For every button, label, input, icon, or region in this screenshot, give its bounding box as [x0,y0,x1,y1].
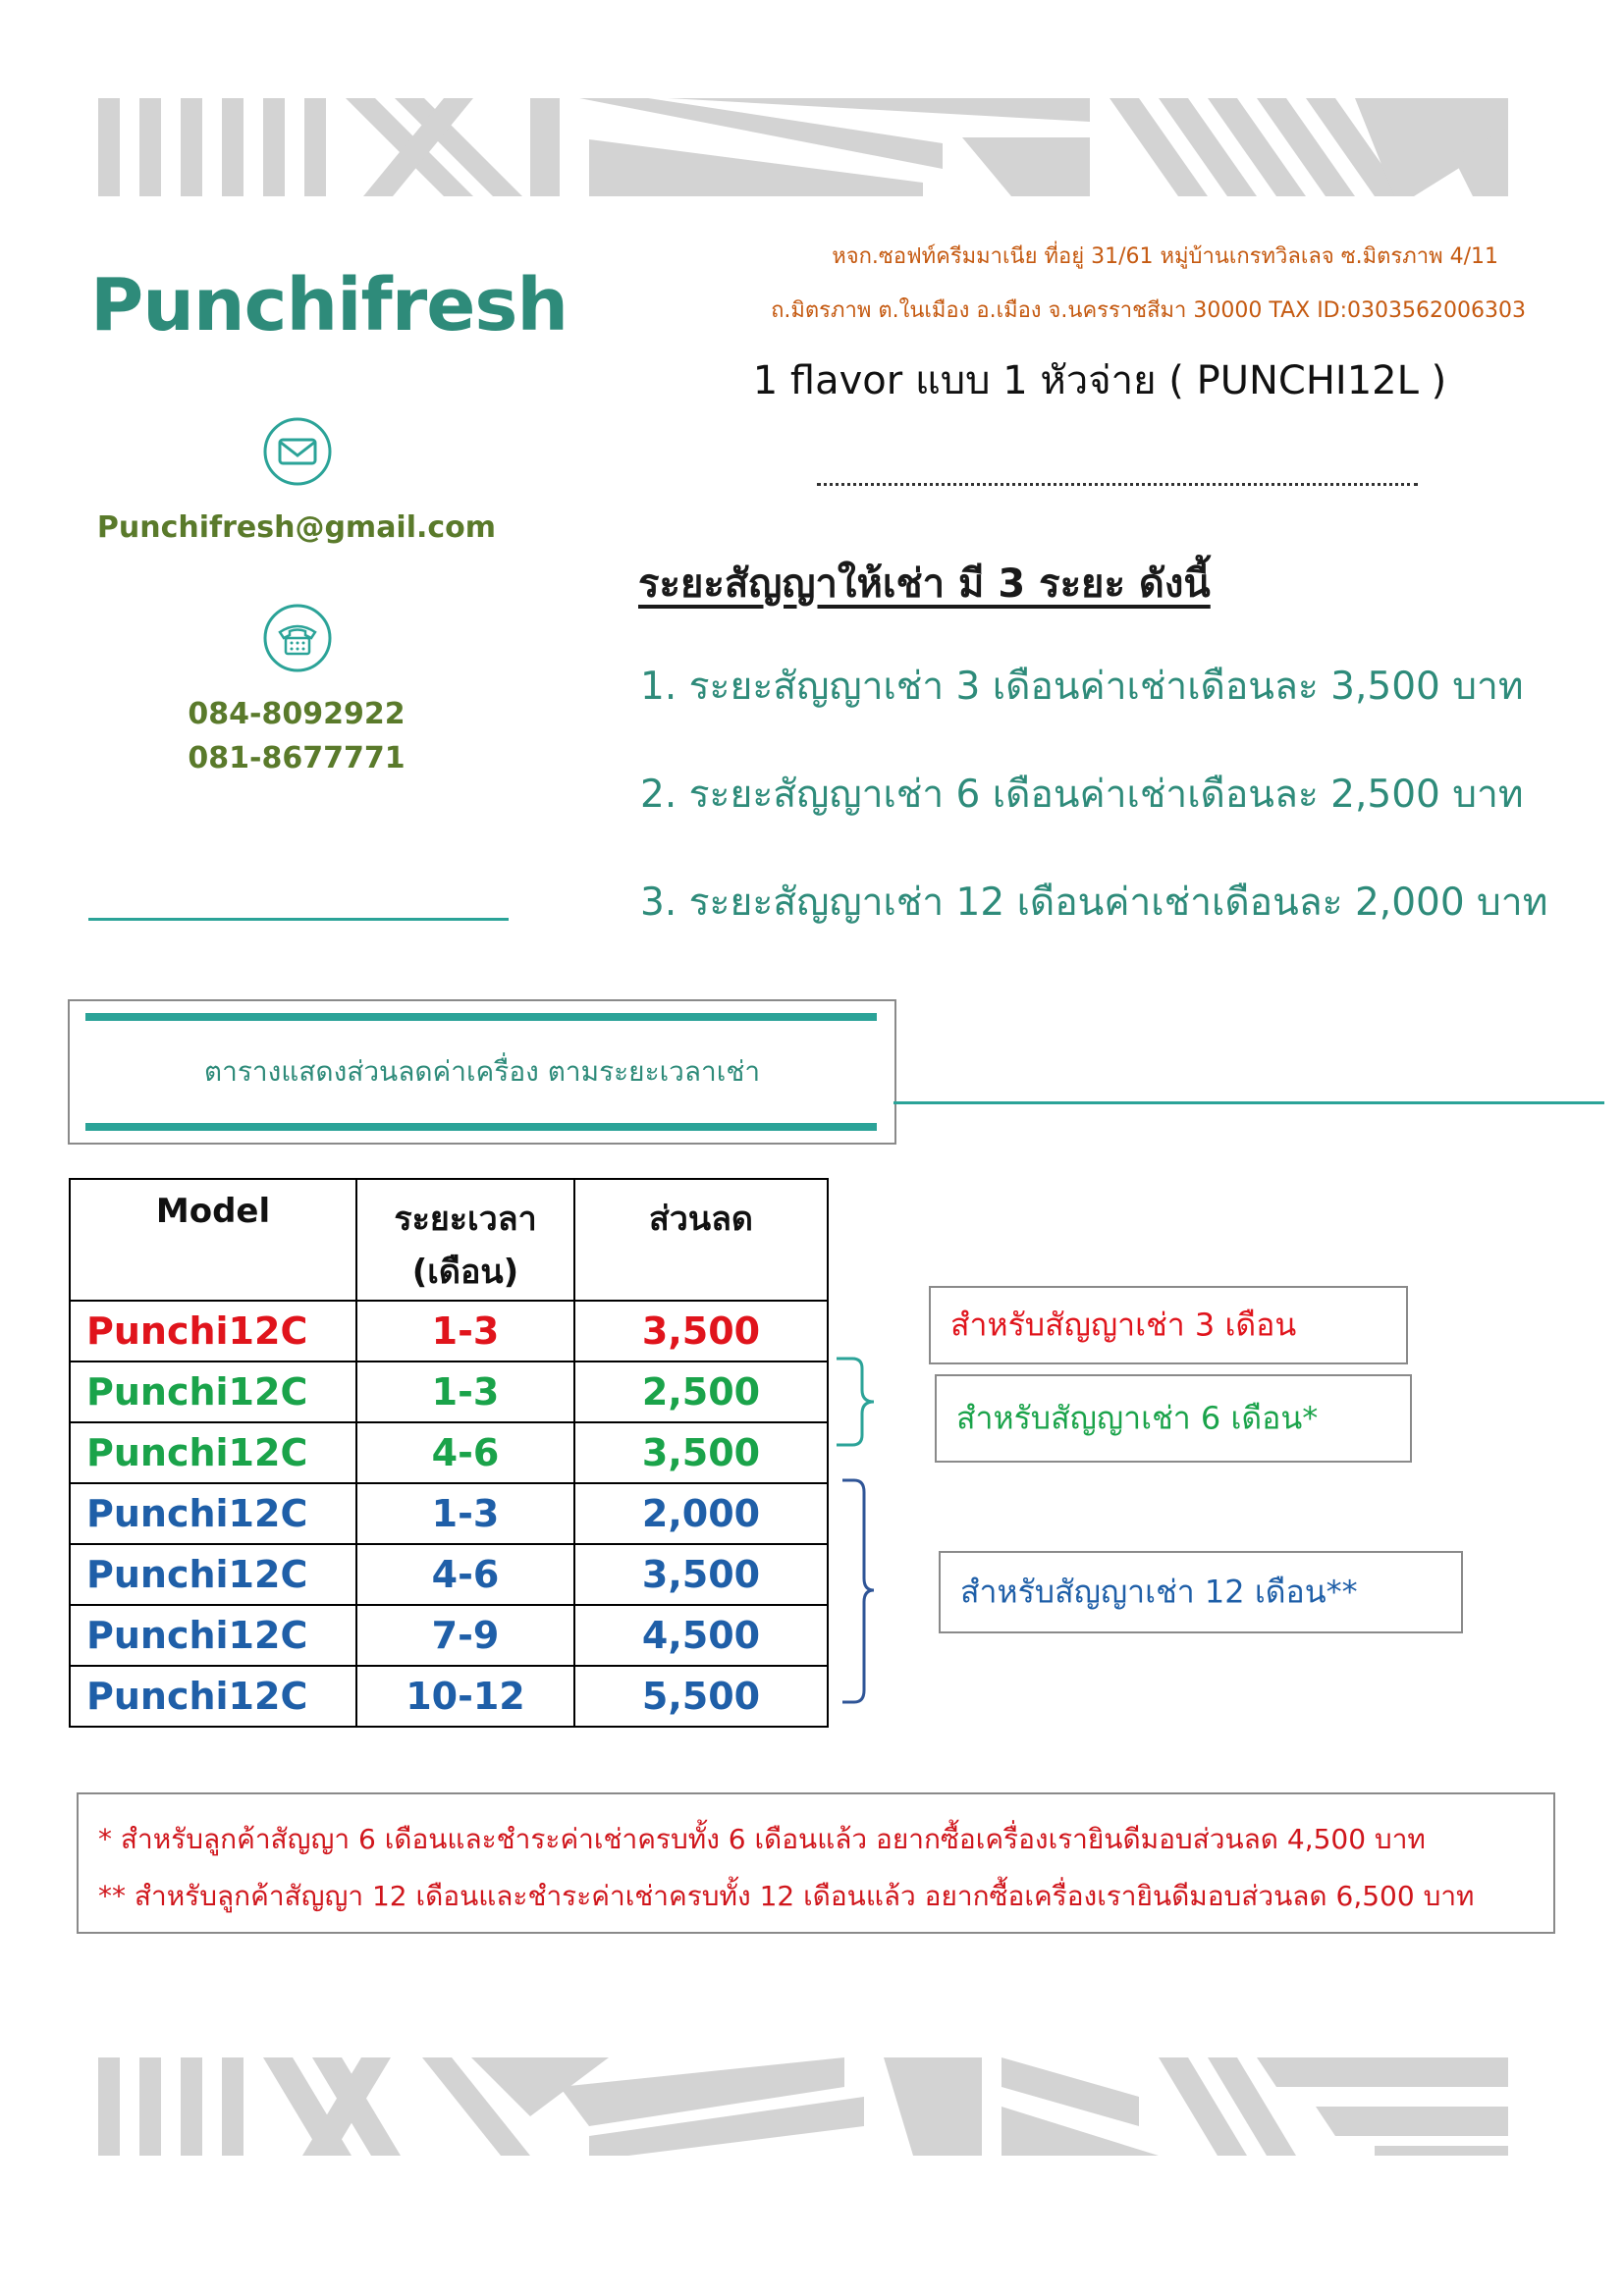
table-row [70,1422,828,1483]
cell-discount: 5,500 [574,1666,828,1727]
cell-discount: 4,500 [574,1605,828,1666]
cell-model: Punchi12C [70,1605,356,1666]
footnote-2: ** สำหรับลูกค้าสัญญา 12 เดือนและชำระค่าเช่าครบทั้ง 12 เดือนแล้ว อยากซื้อเครื่องเรายินดีมอบส่วนลด 6,500 บาท [98,1880,1475,1912]
six-month-label-box [935,1374,1412,1463]
table-caption: ตารางแสดงส่วนลดค่าเครื่อง ตามระยะเวลาเช่า [203,1055,761,1088]
term-item-2: 2. ระยะสัญญาเช่า 6 เดือนค่าเช่าเดือนละ 2,500 บาท [640,773,1524,817]
contact-email[interactable]: Punchifresh@gmail.com [96,510,497,545]
group-braces [835,1355,893,1728]
brand-name: Punchifresh [90,263,568,347]
cell-model: Punchi12C [70,1301,356,1362]
cell-period: 1-3 [356,1301,574,1362]
left-divider [88,918,509,921]
caption-right-rule [893,1101,1604,1104]
cell-discount: 2,500 [574,1362,828,1422]
discount-table [69,1178,829,1728]
table-header-row [70,1179,828,1301]
cell-period: 10-12 [356,1666,574,1727]
caption-bar-top [85,1013,877,1021]
cell-period: 4-6 [356,1544,574,1605]
three-month-label-box [929,1286,1408,1364]
cell-period: 4-6 [356,1422,574,1483]
top-decorative-banner [98,98,1508,196]
cell-discount: 3,500 [574,1301,828,1362]
table-row [70,1301,828,1362]
caption-bar-bottom [85,1123,877,1131]
cell-model: Punchi12C [70,1544,356,1605]
envelope-icon [262,416,333,487]
phone-icon [262,603,333,673]
twelve-month-label-box [939,1551,1463,1633]
table-row [70,1483,828,1544]
cell-model: Punchi12C [70,1362,356,1422]
cell-period: 1-3 [356,1362,574,1422]
twelve-month-brace [842,1480,874,1702]
table-row [70,1605,828,1666]
header-period-line-1: ระยะเวลา [394,1200,537,1239]
footnote-box [77,1792,1555,1934]
bottom-decorative-banner [98,2057,1508,2156]
company-address-line-1: หจก.ซอฟท์ครีมมาเนีย ที่อยู่ 31/61 หมู่บ้านเกรทวิลเลจ ซ.มิตรภาพ 4/11 [832,244,1498,269]
header-discount: ส่วนลด [574,1179,828,1301]
table-row [70,1362,828,1422]
cell-model: Punchi12C [70,1666,356,1727]
cell-period: 1-3 [356,1483,574,1544]
cell-discount: 3,500 [574,1544,828,1605]
cell-period: 7-9 [356,1605,574,1666]
three-month-label: สำหรับสัญญาเช่า 3 เดือน [950,1306,1297,1344]
header-period-line-2: (เดือน) [411,1253,519,1292]
company-address-line-2: ถ.มิตรภาพ ต.ในเมือง อ.เมือง จ.นครราชสีมา 30000 TAX ID:0303562006303 [771,298,1526,323]
cell-discount: 3,500 [574,1422,828,1483]
six-month-brace [837,1359,874,1445]
six-month-label: สำหรับสัญญาเช่า 6 เดือน* [956,1399,1319,1437]
table-row [70,1666,828,1727]
cell-model: Punchi12C [70,1483,356,1544]
footnote-1: * สำหรับลูกค้าสัญญา 6 เดือนและชำระค่าเช่าครบทั้ง 6 เดือนแล้ว อยากซื้อเครื่องเรายินดีมอบส่วนลด 4,500 บาท [98,1823,1426,1855]
dotted-separator [817,483,1418,486]
cell-model: Punchi12C [70,1422,356,1483]
contact-phone-1[interactable]: 084-8092922 [188,697,406,731]
header-model: Model [70,1179,356,1301]
product-title: 1 flavor แบบ 1 หัวจ่าย ( PUNCHI12L ) [752,358,1447,403]
contact-phone-2[interactable]: 081-8677771 [188,741,406,775]
term-item-1: 1. ระยะสัญญาเช่า 3 เดือนค่าเช่าเดือนละ 3,500 บาท [640,665,1524,709]
table-caption-box [68,999,896,1145]
header-period [356,1179,574,1301]
terms-heading: ระยะสัญญาให้เช่า มี 3 ระยะ ดังนี้ [638,561,1211,607]
cell-discount: 2,000 [574,1483,828,1544]
twelve-month-label: สำหรับสัญญาเช่า 12 เดือน** [960,1573,1358,1611]
term-item-3: 3. ระยะสัญญาเช่า 12 เดือนค่าเช่าเดือนละ 2,000 บาท [640,881,1548,925]
table-row [70,1544,828,1605]
